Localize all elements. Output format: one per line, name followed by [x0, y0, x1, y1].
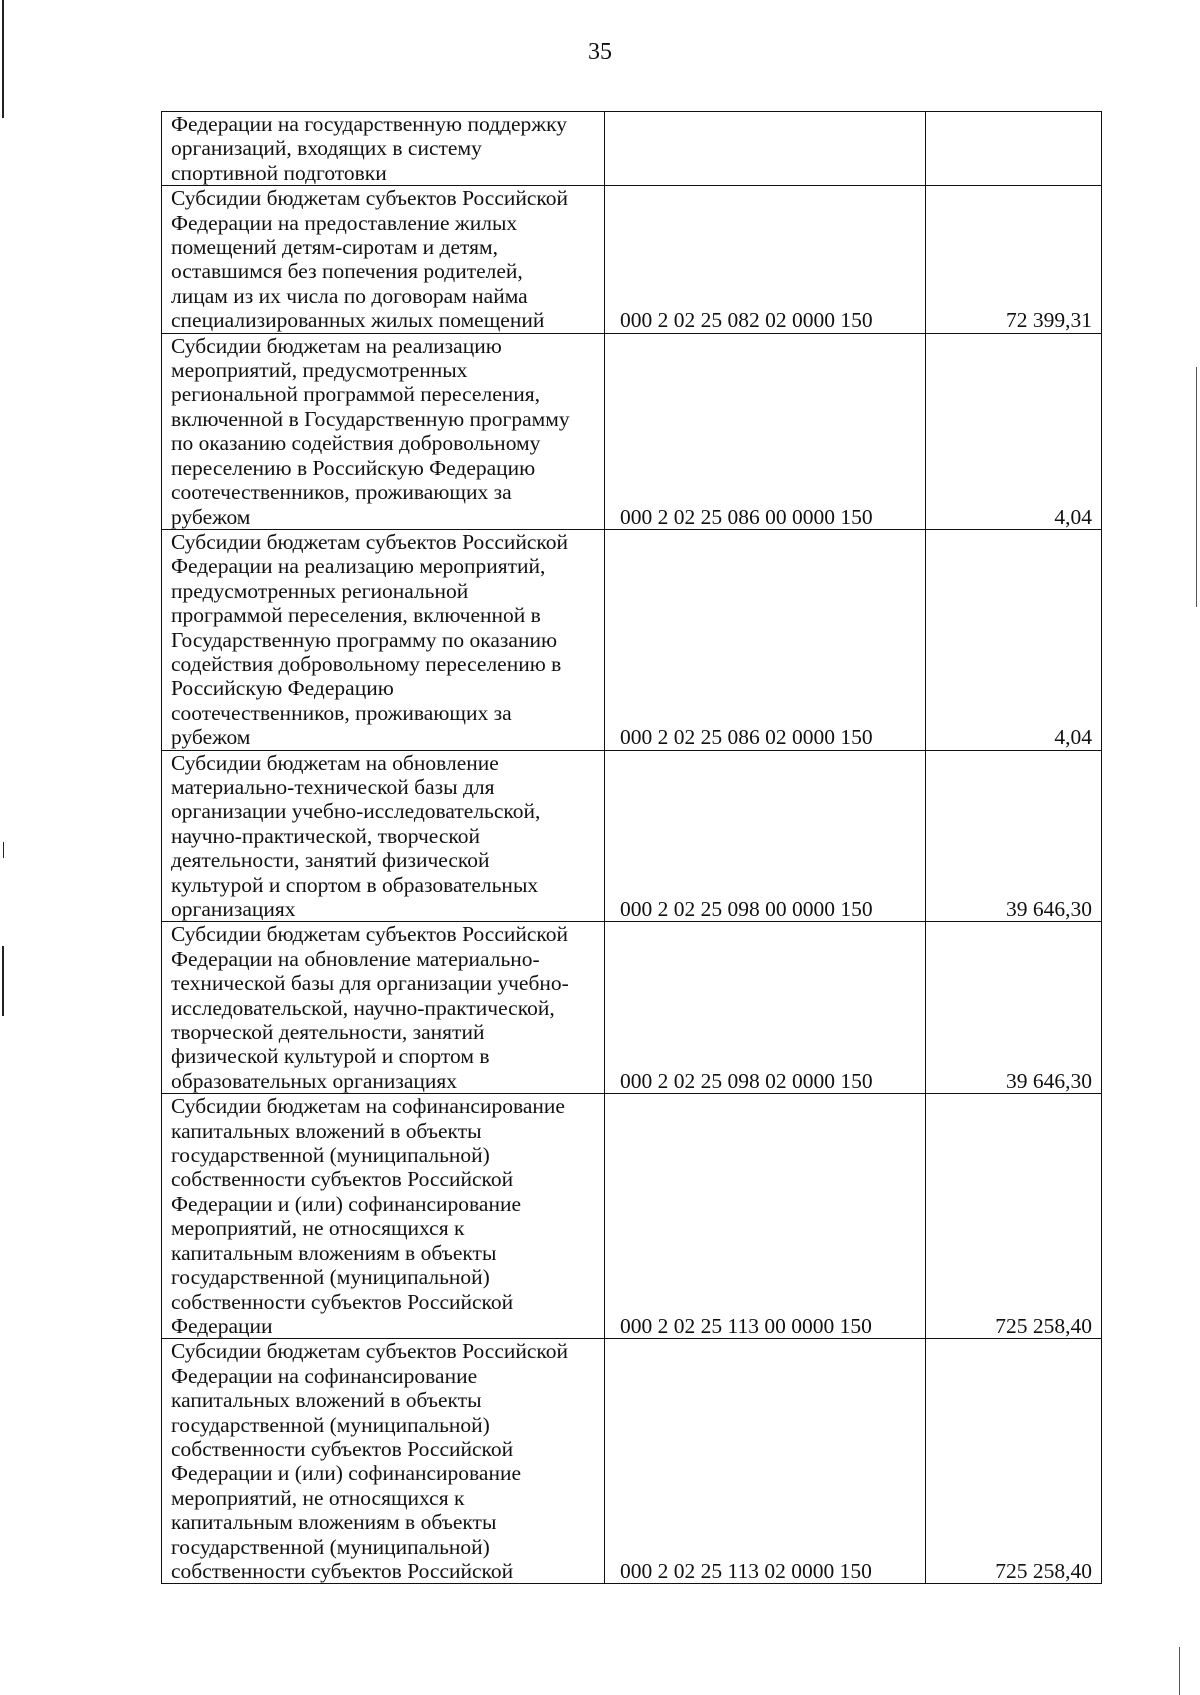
description-line: Субсидии бюджетам на софинансирование — [171, 1094, 565, 1119]
description-line: капитальным вложениям в объекты — [171, 1510, 497, 1535]
row-description — [162, 186, 605, 333]
description-line: лицам из их числа по договорам найма — [171, 283, 528, 308]
description-line: собственности субъектов Российской — [171, 1167, 514, 1192]
row-code: 000 2 02 25 082 02 0000 150 — [605, 186, 926, 333]
description-line: помещений детям-сиротам и детям, — [171, 235, 499, 260]
budget-table-body — [162, 112, 1102, 1584]
description-line: собственности субъектов Российской — [171, 1558, 514, 1583]
row-amount — [926, 112, 1102, 186]
table-row — [162, 750, 1102, 922]
table-row — [162, 186, 1102, 333]
description-line: переселению в Российскую Федерацию — [171, 455, 536, 480]
description-line: Федерации на софинансирование — [171, 1363, 478, 1388]
table-row — [162, 333, 1102, 529]
row-amount: 725 258,40 — [926, 1094, 1102, 1339]
description-line: Субсидии бюджетам субъектов Российской — [171, 186, 569, 211]
description-line: предусмотренных региональной — [171, 578, 469, 603]
description-line: мероприятий, не относящихся к — [171, 1485, 465, 1510]
row-description — [162, 1094, 605, 1339]
description-line: физической культурой и спортом в — [171, 1044, 490, 1069]
description-line: Российскую Федерацию — [171, 676, 394, 701]
row-code: 000 2 02 25 113 00 0000 150 — [605, 1094, 926, 1339]
page-number: 35 — [588, 39, 612, 65]
description-line: организации учебно-исследовательской, — [171, 799, 541, 824]
scan-mark-left-1 — [3, 842, 4, 858]
description-line: программой переселения, включенной в — [171, 603, 541, 628]
description-line: Федерации и (или) софинансирование — [171, 1191, 522, 1216]
description-line: организаций, входящих в систему — [171, 136, 482, 161]
description-line: Государственную программу по оказанию — [171, 627, 558, 652]
description-line: содействия добровольному переселению в — [171, 651, 562, 676]
row-description — [162, 922, 605, 1094]
description-line: Федерации и (или) софинансирование — [171, 1461, 522, 1486]
description-line: творческой деятельности, занятий — [171, 1020, 485, 1045]
row-code: 000 2 02 25 098 00 0000 150 — [605, 750, 926, 922]
description-line: Федерации на государственную поддержку — [171, 112, 568, 136]
description-line: капитальных вложений в объекты — [171, 1388, 482, 1413]
description-line: технической базы для организации учебно- — [171, 971, 569, 996]
row-description — [162, 750, 605, 922]
description-line: Субсидии бюджетам на реализацию — [171, 333, 502, 358]
description-line: специализированных жилых помещений — [171, 308, 545, 333]
description-line: научно-практической, творческой — [171, 823, 480, 848]
row-code — [605, 112, 926, 186]
row-amount: 725 258,40 — [926, 1339, 1102, 1584]
description-line: Субсидии бюджетам на обновление — [171, 750, 499, 775]
row-amount: 72 399,31 — [926, 186, 1102, 333]
description-line: государственной (муниципальной) — [171, 1265, 490, 1290]
description-line: Субсидии бюджетам субъектов Российской — [171, 529, 569, 554]
table-row — [162, 1094, 1102, 1339]
description-line: рубежом — [171, 504, 251, 529]
row-code: 000 2 02 25 086 02 0000 150 — [605, 529, 926, 750]
row-code: 000 2 02 25 113 02 0000 150 — [605, 1339, 926, 1584]
description-line: спортивной подготовки — [171, 160, 387, 185]
description-line: мероприятий, не относящихся к — [171, 1216, 465, 1241]
description-line: исследовательской, научно-практической, — [171, 995, 555, 1020]
row-code: 000 2 02 25 086 00 0000 150 — [605, 333, 926, 529]
scan-edge-right — [1196, 367, 1197, 607]
scan-mark-left-2 — [2, 946, 4, 1016]
description-line: мероприятий, предусмотренных — [171, 358, 468, 383]
description-line: Федерации на обновление материально- — [171, 946, 540, 971]
description-line: по оказанию содействия добровольному — [171, 431, 541, 456]
row-description — [162, 1339, 605, 1584]
description-line: капитальных вложений в объекты — [171, 1118, 482, 1143]
row-amount: 4,04 — [926, 529, 1102, 750]
table-row — [162, 922, 1102, 1094]
description-line: образовательных организациях — [171, 1068, 458, 1093]
description-line: соотечественников, проживающих за — [171, 700, 512, 725]
description-line: материально-технической базы для — [171, 774, 495, 799]
row-description — [162, 333, 605, 529]
row-description — [162, 529, 605, 750]
description-line: культурой и спортом в образовательных — [171, 872, 539, 897]
description-line: Федерации — [171, 1313, 273, 1338]
row-amount: 39 646,30 — [926, 750, 1102, 922]
row-amount: 39 646,30 — [926, 922, 1102, 1094]
description-line: оставшимся без попечения родителей, — [171, 259, 523, 284]
description-line: Федерации на реализацию мероприятий, — [171, 554, 546, 579]
description-line: Федерации на предоставление жилых — [171, 210, 518, 235]
table-row — [162, 529, 1102, 750]
row-amount: 4,04 — [926, 333, 1102, 529]
row-code: 000 2 02 25 098 02 0000 150 — [605, 922, 926, 1094]
description-line: собственности субъектов Российской — [171, 1289, 514, 1314]
description-line: Субсидии бюджетам субъектов Российской — [171, 1339, 569, 1364]
description-line: государственной (муниципальной) — [171, 1143, 490, 1168]
description-line: региональной программой переселения, — [171, 382, 541, 407]
description-line: деятельности, занятий физической — [171, 848, 490, 873]
description-line: собственности субъектов Российской — [171, 1436, 514, 1461]
description-line: соотечественников, проживающих за — [171, 480, 512, 505]
scan-edge-right-lower — [1179, 1647, 1180, 1695]
description-line: рубежом — [171, 725, 251, 750]
table-row — [162, 112, 1102, 186]
row-description — [162, 112, 605, 186]
description-line: государственной (муниципальной) — [171, 1412, 490, 1437]
description-line: государственной (муниципальной) — [171, 1534, 490, 1559]
table-row — [162, 1339, 1102, 1584]
budget-table — [161, 111, 1102, 1584]
description-line: капитальным вложениям в объекты — [171, 1240, 497, 1265]
description-line: Субсидии бюджетам субъектов Российской — [171, 922, 569, 947]
description-line: включенной в Государственную программу — [171, 406, 570, 431]
description-line: организациях — [171, 897, 296, 921]
